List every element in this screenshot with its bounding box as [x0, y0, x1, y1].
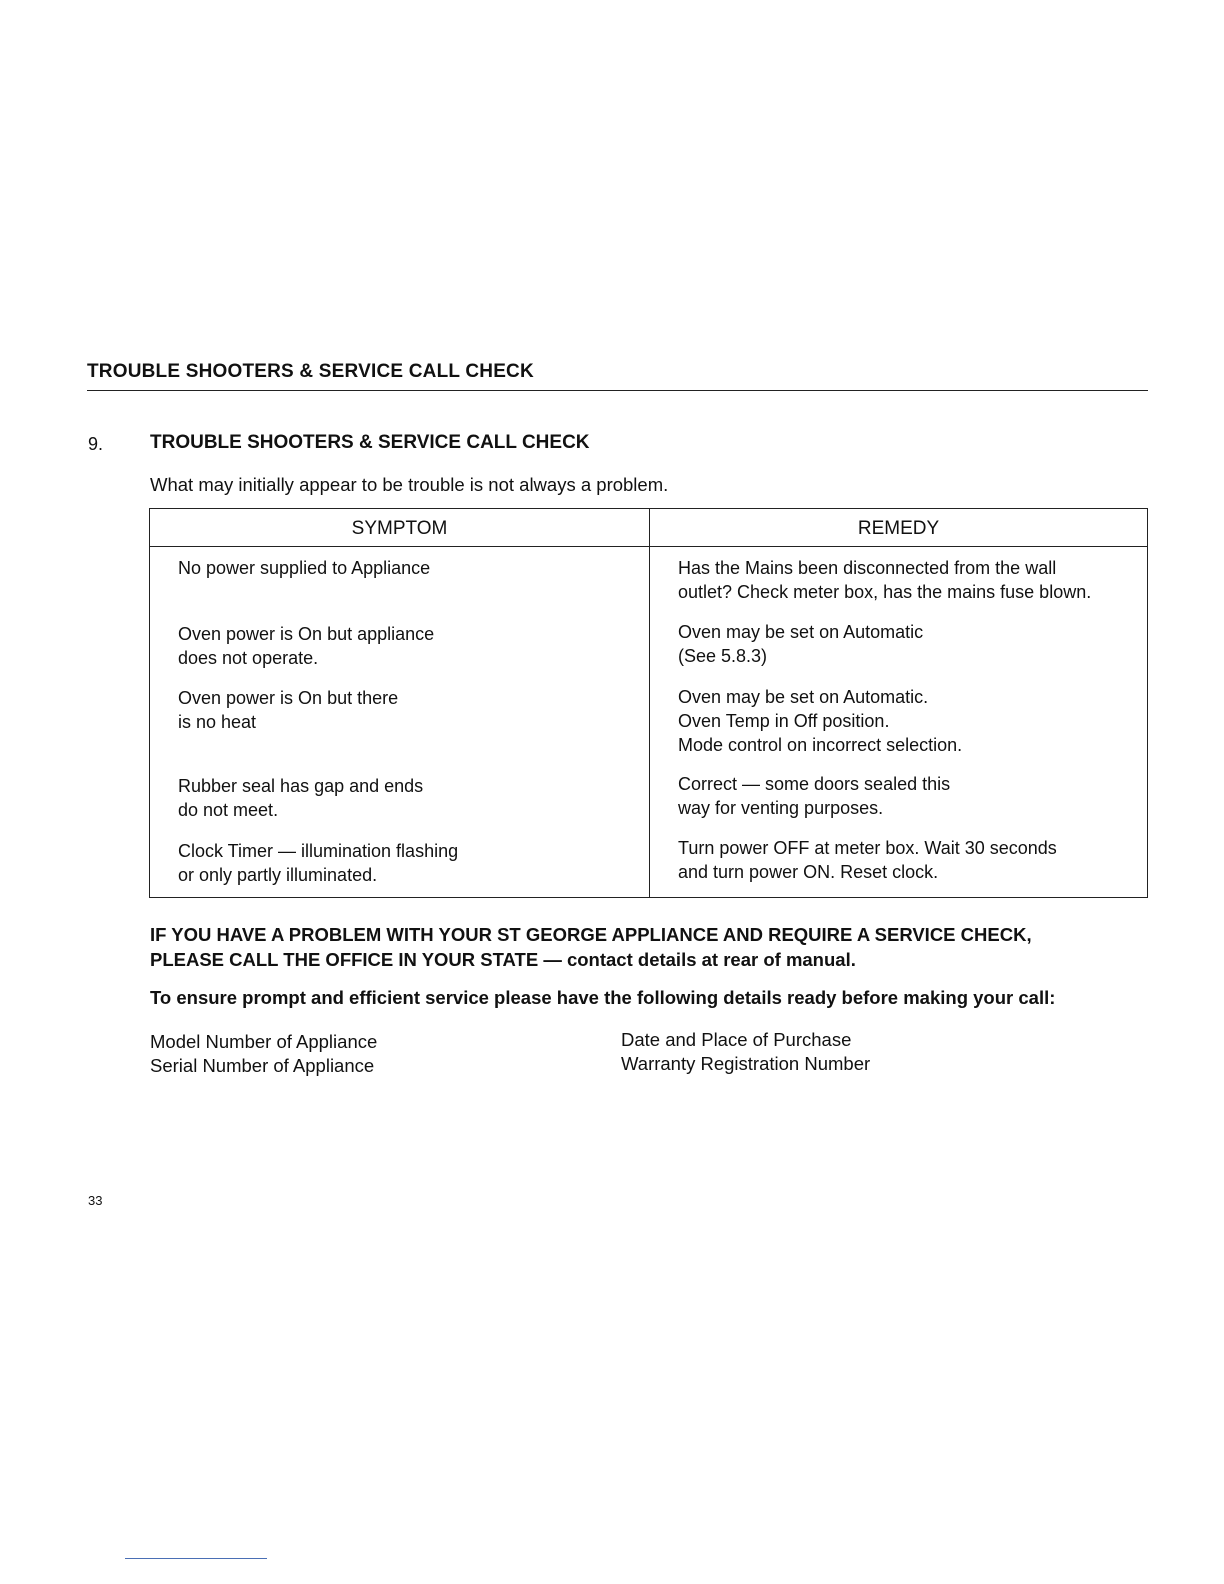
symptom-cell: Rubber seal has gap and ends do not meet.	[178, 776, 424, 820]
remedy-cell: Oven may be set on Automatic. Oven Temp in Off position. Mode control on incorrect selection.	[678, 687, 963, 755]
service-notice-line: IF YOU HAVE A PROBLEM WITH YOUR ST GEORGE APPLIANCE AND REQUIRE A SERVICE CHECK,	[150, 924, 1032, 945]
detail-item: Date and Place of Purchase	[621, 1029, 852, 1050]
symptom-cell: Oven power is On but appliance does not operate.	[178, 624, 435, 668]
remedy-cell: Turn power OFF at meter box. Wait 30 seconds and turn power ON. Reset clock.	[678, 838, 1057, 882]
symptom-cell: Oven power is On but there is no heat	[178, 688, 399, 732]
remedy-cell: Oven may be set on Automatic (See 5.8.3)	[678, 622, 924, 666]
section-intro: What may initially appear to be trouble is not always a problem.	[150, 474, 669, 495]
symptom-header: SYMPTOM	[351, 518, 448, 539]
detail-item: Warranty Registration Number	[621, 1053, 871, 1074]
detail-item: Serial Number of Appliance	[150, 1055, 375, 1076]
details-list-right	[621, 1028, 870, 1076]
header-divider	[150, 546, 1147, 547]
service-notice-line: PLEASE CALL THE OFFICE IN YOUR STATE — contact details at rear of manual.	[150, 949, 856, 970]
details-list-left	[150, 1030, 377, 1078]
remedy-cell: Has the Mains been disconnected from the wall outlet? Check meter box, has the mains fuse blown.	[678, 558, 1092, 602]
header-rule	[87, 390, 1148, 391]
symptom-cell: No power supplied to Appliance	[178, 558, 431, 578]
troubleshooting-table	[149, 508, 1148, 898]
remedy-cell: Correct — some doors sealed this way for venting purposes.	[678, 774, 951, 818]
details-prompt: To ensure prompt and efficient service please have the following details ready before making your call:	[150, 987, 1056, 1008]
section-number: 9.	[88, 434, 104, 454]
footer-rule	[125, 1558, 267, 1559]
page-number: 33	[88, 1193, 103, 1208]
running-header: TROUBLE SHOOTERS & SERVICE CALL CHECK	[87, 361, 534, 382]
symptom-cell: Clock Timer — illumination flashing or only partly illuminated.	[178, 841, 459, 885]
section-title: TROUBLE SHOOTERS & SERVICE CALL CHECK	[150, 432, 590, 453]
service-notice	[150, 922, 1160, 972]
column-divider	[649, 509, 650, 897]
remedy-header: REMEDY	[857, 518, 940, 539]
detail-item: Model Number of Appliance	[150, 1031, 378, 1052]
